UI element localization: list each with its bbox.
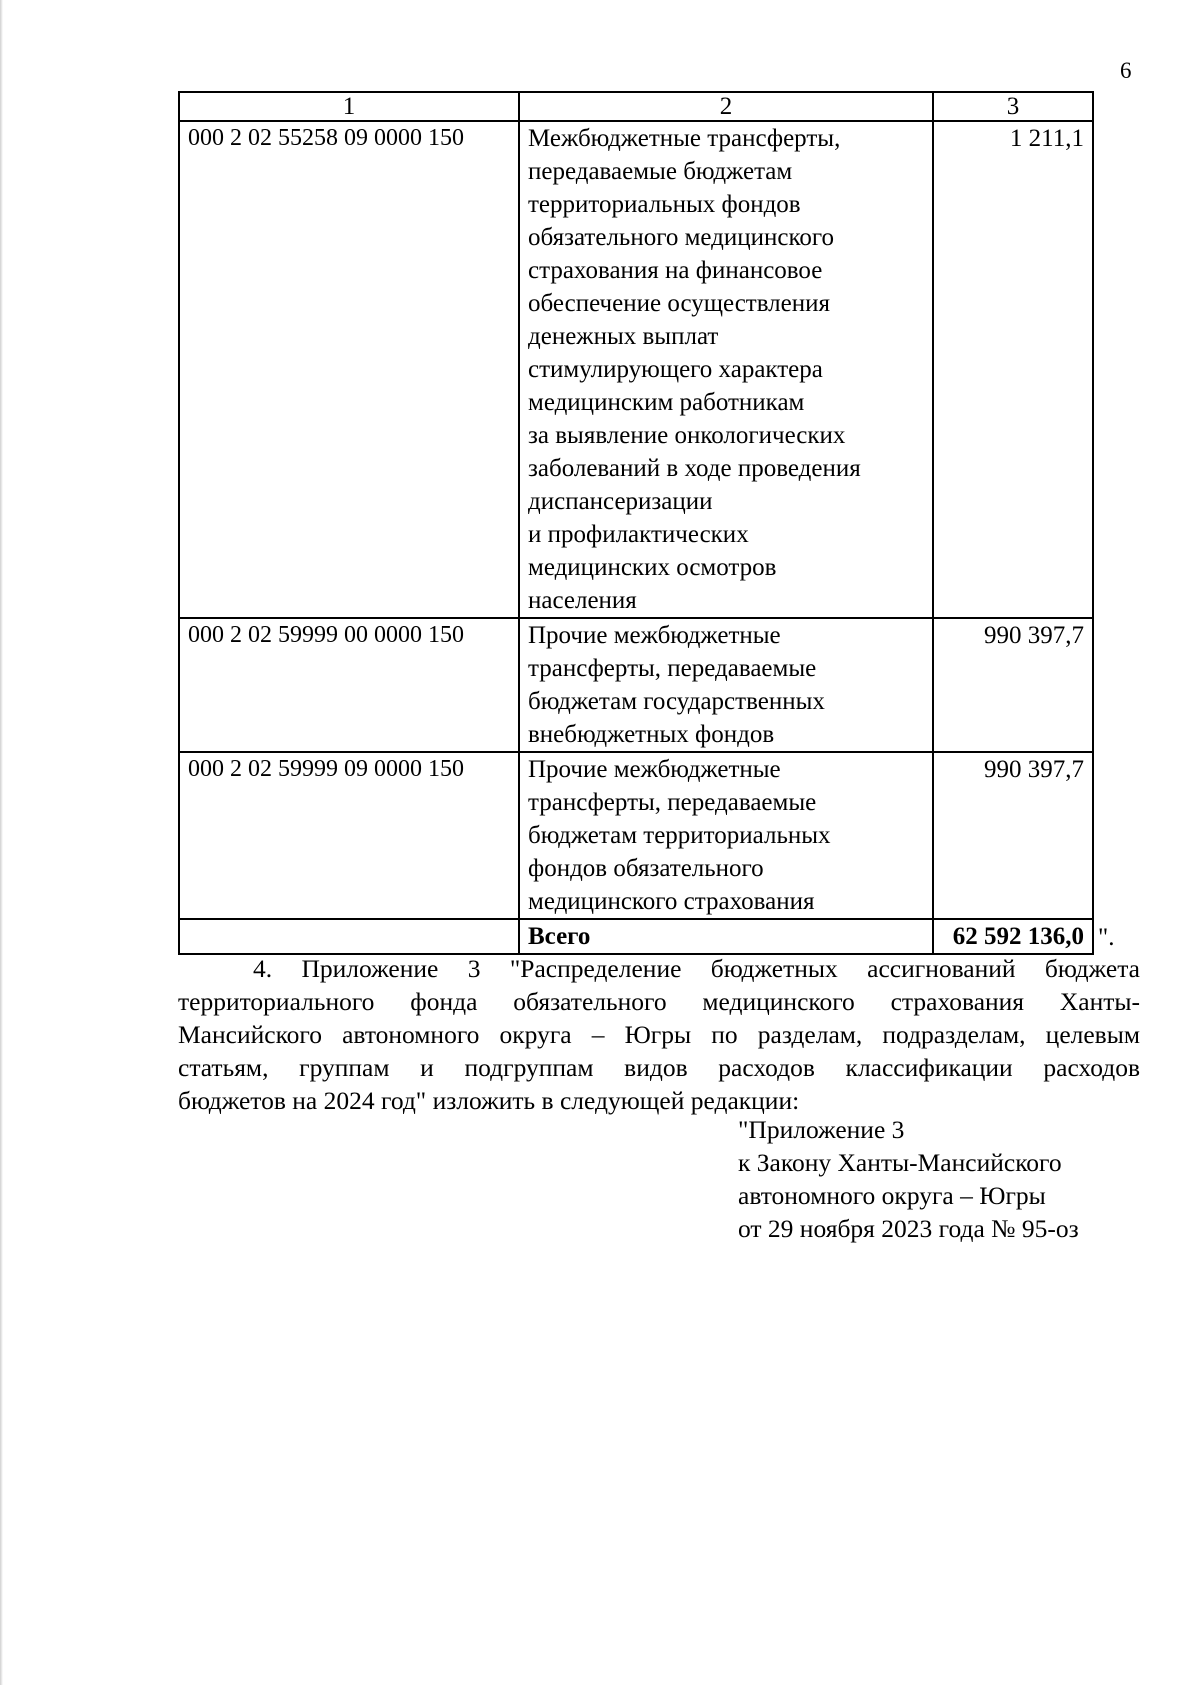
appendix-date-line: от 29 ноября 2023 года № 95-оз (738, 1214, 1079, 1243)
scan-edge-shadow (0, 0, 3, 1685)
budget-code-cell: 000 2 02 59999 09 0000 150 (179, 752, 519, 919)
appendix-reference-block (738, 1113, 1079, 1245)
description-cell: Прочие межбюджетные трансферты, передаваемые бюджетам государственных внебюджетных фондов (519, 618, 933, 752)
total-code-cell (179, 919, 519, 954)
description-cell: Межбюджетные трансферты, передаваемые бюджетам территориальных фондов обязательного медицинского страхования на финансовое обеспечение осуществления денежных выплат стимулирующего характера медицинским работникам за выявление онкологических заболеваний в ходе проведения диспансеризации и профилактических медицинских осмотров населения (519, 121, 933, 618)
budget-code-cell: 000 2 02 59999 00 0000 150 (179, 618, 519, 752)
appendix-region-line: автономного округа – Югры (738, 1181, 1046, 1210)
header-cell-1: 1 (179, 92, 519, 121)
table-row (179, 618, 1093, 752)
paragraph-line: статьям, группам и подгруппам видов расходов классификации расходов (178, 1053, 1140, 1082)
paragraph-line: бюджетов на 2024 год" изложить в следующей редакции: (178, 1086, 800, 1115)
budget-table (178, 91, 1094, 955)
amendment-paragraph (178, 952, 1140, 1117)
total-amount: 62 592 136,0 (933, 919, 1093, 954)
appendix-title: "Приложение 3 (738, 1115, 905, 1144)
paragraph-line: Мансийского автономного округа – Югры по разделам, подразделам, целевым (178, 1020, 1140, 1049)
amount-cell: 990 397,7 (933, 752, 1093, 919)
table-row (179, 121, 1093, 618)
amount-cell: 990 397,7 (933, 618, 1093, 752)
total-row (179, 919, 1093, 954)
appendix-law-line: к Закону Ханты-Мансийского (738, 1148, 1062, 1177)
budget-code-cell: 000 2 02 55258 09 0000 150 (179, 121, 519, 618)
amount-cell: 1 211,1 (933, 121, 1093, 618)
paragraph-line: территориального фонда обязательного медицинского страхования Ханты- (178, 987, 1140, 1016)
table-closing-quote: ". (1098, 924, 1115, 951)
page-number: 6 (1120, 58, 1132, 83)
description-cell: Прочие межбюджетные трансферты, передаваемые бюджетам территориальных фондов обязательного медицинского страхования (519, 752, 933, 919)
header-cell-2: 2 (519, 92, 933, 121)
header-cell-3: 3 (933, 92, 1093, 121)
paragraph-line: 4. Приложение 3 "Распределение бюджетных ассигнований бюджета (253, 954, 1140, 983)
table-header-row (179, 92, 1093, 121)
total-label: Всего (519, 919, 933, 954)
table-row (179, 752, 1093, 919)
